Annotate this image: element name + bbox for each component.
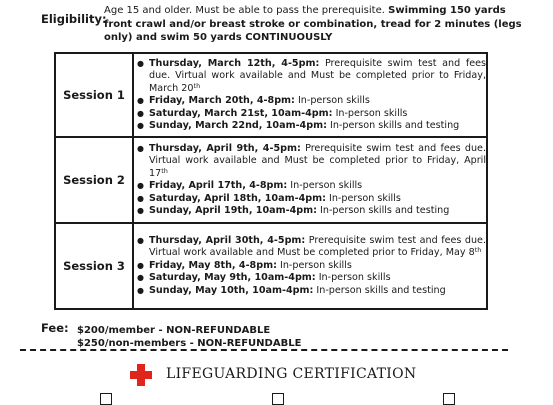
item-text: In-person skills (318, 272, 391, 284)
item-date: Saturday, May 9th, 10am-4pm: (149, 272, 316, 284)
session-details (133, 223, 487, 309)
item-date: Friday, May 8th, 4-8pm: (149, 259, 277, 271)
list-item: ● Sunday, May 10th, 10am-4pm: In-person skills and testing (137, 284, 446, 296)
list-item: ● Saturday, May 9th, 10am-4pm: In-person skills (137, 272, 391, 284)
item-text: In-person skills (335, 107, 408, 119)
fee-lines (77, 324, 301, 350)
session-row (55, 137, 487, 223)
red-cross-icon (130, 364, 152, 386)
item-date: Thursday, March 12th, 4-5pm: (149, 57, 320, 69)
checkbox[interactable] (100, 393, 112, 405)
eligibility-text-plain: Age 15 and older. Must be able to pass the prerequisite. (104, 5, 385, 16)
eligibility-text-bold: Swimming 150 yards front crawl and/or breast stroke or combination, tread for 2 minutes (legs only) and swim 50 yards CONTINUOUSLY (104, 5, 522, 43)
item-text: In-person skills and testing (316, 284, 446, 296)
session-row (55, 223, 487, 309)
item-text: In-person skills (329, 192, 401, 204)
dashed-divider (20, 349, 508, 351)
item-sup: th (161, 166, 168, 175)
eligibility-section (0, 2, 553, 48)
item-date: Friday, March 20th, 4-8pm: (149, 95, 295, 106)
session-name: Session 2 (55, 137, 133, 223)
item-text: Prerequisite swim test and fees due. Virtual work available and Must be completed prior to Friday, April 17 (149, 142, 486, 179)
item-date: Sunday, March 22nd, 10am-4pm: (149, 120, 327, 131)
fee-nonmember: $250/non-members - NON-REFUNDABLE (77, 338, 302, 349)
checkbox[interactable] (443, 393, 455, 405)
session-name: Session 1 (55, 53, 133, 137)
item-sup: th (474, 246, 482, 255)
sessions-table (54, 52, 488, 310)
list-item: ● Friday, April 17th, 4-8pm: In-person skills (137, 180, 363, 191)
item-text: In-person skills (280, 259, 352, 271)
list-item: ● Saturday, March 21st, 10am-4pm: In-person skills (137, 107, 408, 119)
item-text: In-person skills (290, 180, 363, 191)
session-details (133, 137, 487, 223)
session-row (55, 53, 487, 137)
item-sup: th (193, 81, 201, 90)
eligibility-text (104, 4, 524, 45)
list-item: ● Friday, May 8th, 4-8pm: In-person skills (137, 259, 352, 271)
item-text: Prerequisite swim test and fees due. Virtual work available and Must be completed prior to Friday, March 20 (149, 57, 486, 94)
certification-title: LIFEGUARDING CERTIFICATION (166, 366, 417, 382)
session-details (133, 53, 487, 137)
list-item: ● Saturday, April 18th, 10am-4pm: In-person skills (137, 192, 401, 204)
list-item: ● Thursday, April 9th, 4-5pm: Prerequisite swim test and fees due. Virtual work available and Must be completed prior to Friday, April 17th (137, 142, 486, 179)
list-item: ● Sunday, March 22nd, 10am-4pm: In-person skills and testing (137, 120, 460, 131)
session-name: Session 3 (55, 223, 133, 309)
item-text: In-person skills and testing (320, 205, 450, 216)
item-date: Thursday, April 30th, 4-5pm: (149, 234, 306, 246)
item-date: Saturday, April 18th, 10am-4pm: (149, 192, 326, 204)
fee-label: Fee: (41, 321, 69, 335)
list-item: ● Thursday, April 30th, 4-5pm: Prerequisite swim test and fees due. Virtual work available and Must be completed prior to Friday, May 8th (137, 234, 486, 259)
eligibility-label: Eligibility: (41, 12, 107, 26)
item-text: Prerequisite swim test and fees due. Virtual work available and Must be completed prior to Friday, May 8 (149, 234, 486, 259)
list-item: ● Thursday, March 12th, 4-5pm: Prerequisite swim test and fees due. Virtual work available and Must be completed prior to Friday, March 20th (137, 57, 486, 94)
item-text: In-person skills (297, 95, 370, 106)
fee-member: $200/member - NON-REFUNDABLE (77, 325, 271, 336)
list-item: ● Sunday, April 19th, 10am-4pm: In-person skills and testing (137, 205, 450, 216)
list-item: ● Friday, March 20th, 4-8pm: In-person skills (137, 95, 370, 106)
item-text: In-person skills and testing (330, 120, 460, 131)
item-date: Sunday, April 19th, 10am-4pm: (149, 205, 317, 216)
item-date: Sunday, May 10th, 10am-4pm: (149, 284, 314, 296)
item-date: Saturday, March 21st, 10am-4pm: (149, 107, 333, 119)
checkbox[interactable] (272, 393, 284, 405)
item-date: Friday, April 17th, 4-8pm: (149, 180, 288, 191)
item-date: Thursday, April 9th, 4-5pm: (149, 142, 301, 154)
